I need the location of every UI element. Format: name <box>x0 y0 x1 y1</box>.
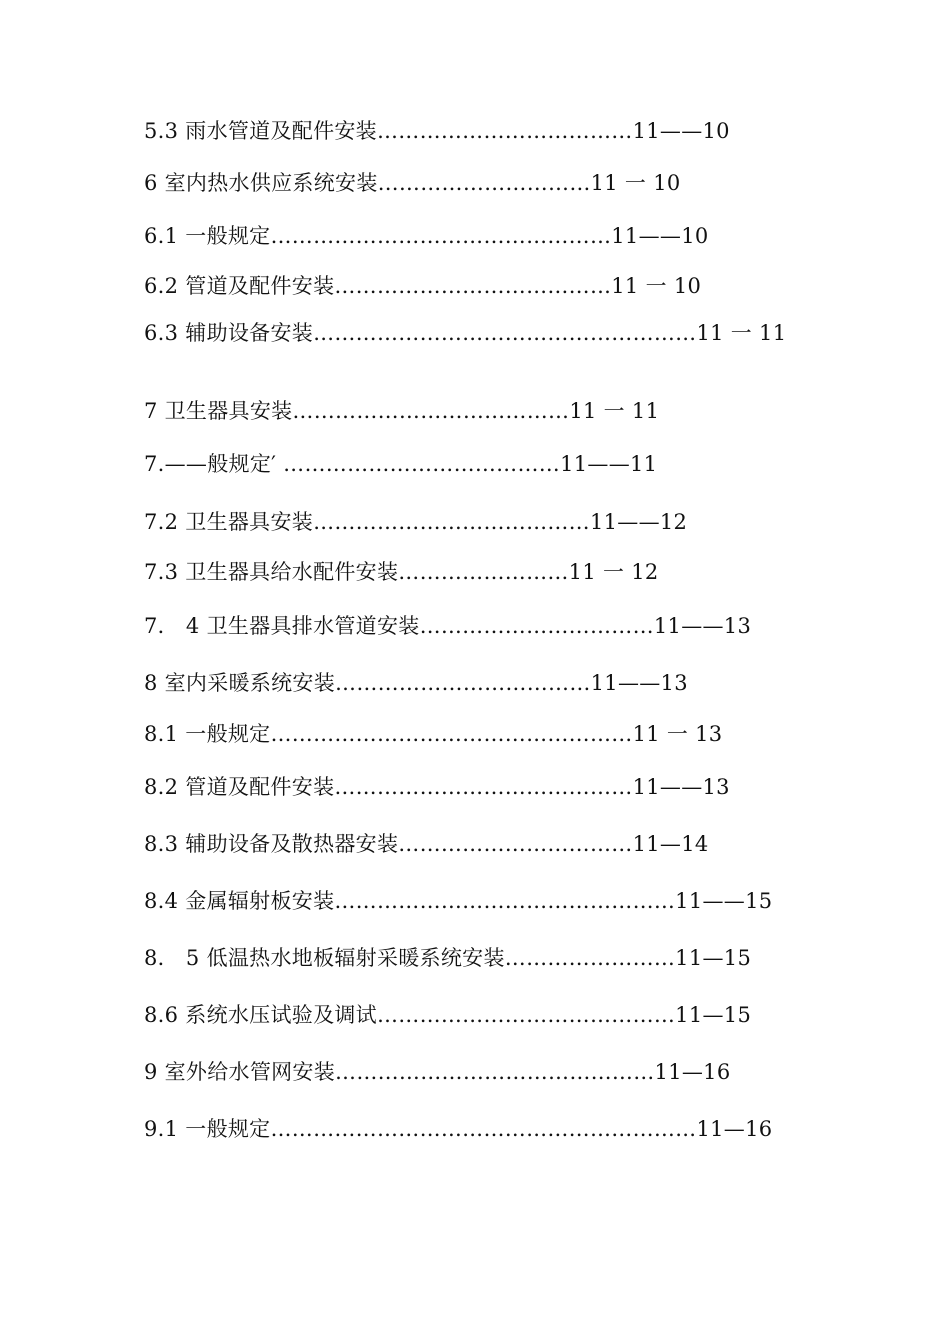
toc-entry-8-3: 8.3 辅助设备及散热器安装……………………………11—14 <box>144 832 709 856</box>
toc-entry-7-3: 7.3 卫生器具给水配件安装……………………11 一 12 <box>144 560 659 584</box>
toc-entry-6-3: 6.3 辅助设备安装………………………………………………11 一 11 <box>144 321 787 345</box>
toc-entry-7-4: 7． 4 卫生器具排水管道安装……………………………11——13 <box>144 614 752 638</box>
toc-entry-7-1: 7.——般规定′ …………………………………11——11 <box>144 452 658 476</box>
toc-entry-8-5: 8． 5 低温热水地板辐射采暖系统安装……………………11—15 <box>144 946 752 970</box>
toc-entry-8-1: 8.1 一般规定……………………………………………11 一 13 <box>144 722 723 746</box>
toc-entry-8-6: 8.6 系统水压试验及调试……………………………………11—15 <box>144 1003 752 1027</box>
toc-entry-7-2: 7.2 卫生器具安装…………………………………11——12 <box>144 510 688 534</box>
toc-entry-8-4: 8.4 金属辐射板安装…………………………………………11——15 <box>144 889 773 913</box>
toc-entry-5-3: 5.3 雨水管道及配件安装………………………………11——10 <box>144 119 730 143</box>
toc-entry-9-1: 9.1 一般规定……………………………………………………11—16 <box>144 1117 773 1141</box>
toc-entry-9: 9 室外给水管网安装………………………………………11—16 <box>144 1060 731 1084</box>
toc-entry-8: 8 室内采暖系统安装………………………………11——13 <box>144 671 688 695</box>
toc-entry-8-2: 8.2 管道及配件安装……………………………………11——13 <box>144 775 730 799</box>
toc-entry-6-2: 6.2 管道及配件安装…………………………………11 一 10 <box>144 274 702 298</box>
toc-entry-6: 6 室内热水供应系统安装…………………………11 一 10 <box>144 171 681 195</box>
toc-entry-7: 7 卫生器具安装…………………………………11 一 11 <box>144 399 660 423</box>
toc-entry-6-1: 6.1 一般规定…………………………………………11——10 <box>144 224 709 248</box>
